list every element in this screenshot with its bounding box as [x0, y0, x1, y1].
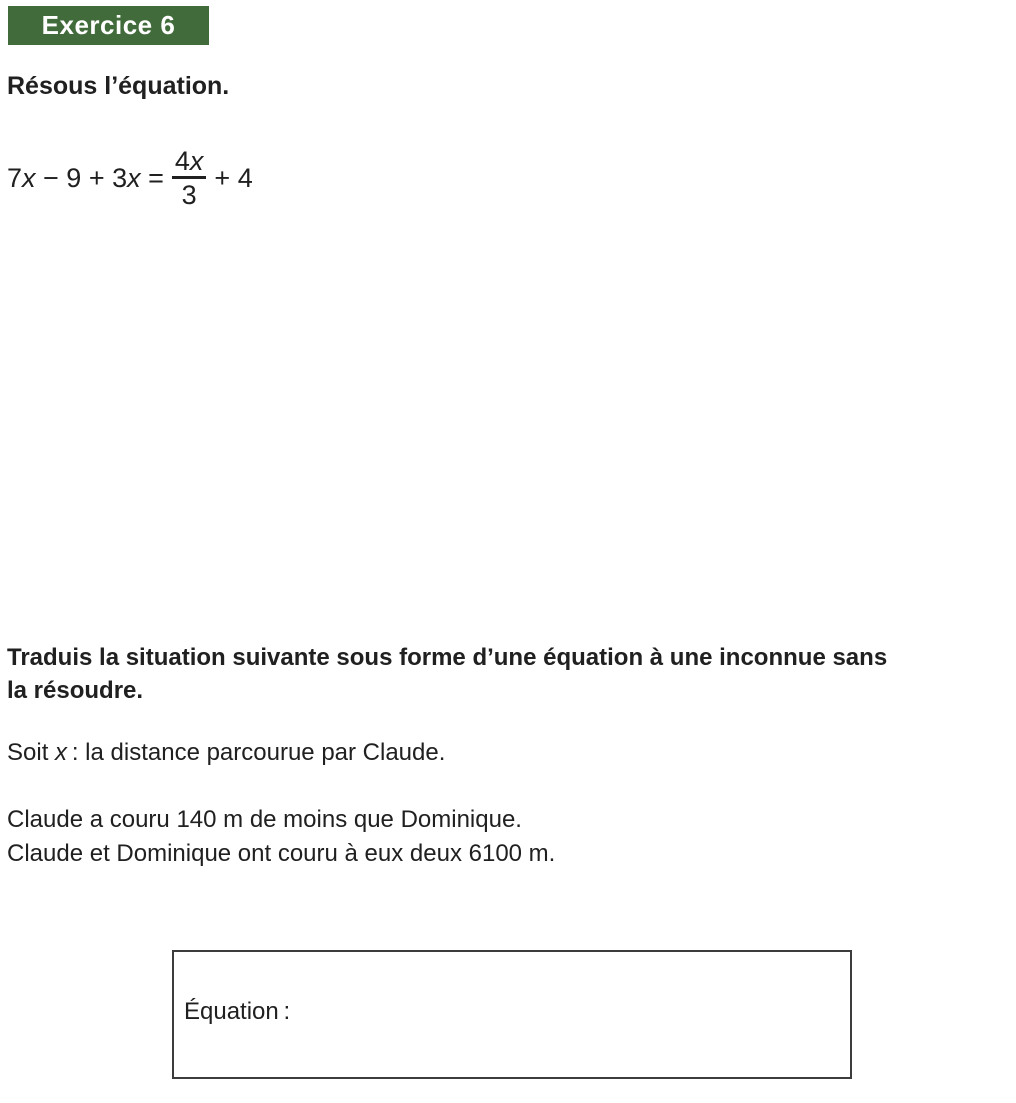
task-instruction-line: la résoudre. [7, 677, 144, 704]
fact-line: Claude et Dominique ont couru à eux deux 6100 m. [7, 840, 556, 867]
equation [7, 147, 253, 209]
instruction-heading: Résous l’équation. [7, 72, 230, 100]
equation-variable: x [22, 162, 36, 193]
equals-sign: = [140, 162, 164, 193]
fraction [172, 147, 207, 209]
problem-statement [7, 803, 555, 871]
equation-terms: − 9 + 3 [35, 162, 128, 193]
variable-definition [7, 738, 445, 768]
variable-definition-prefix: Soit [7, 739, 56, 766]
equation-answer-box[interactable] [172, 950, 852, 1079]
fraction-bar [172, 176, 207, 179]
equation-rhs-term: + 4 [214, 162, 253, 193]
equation-variable: x [127, 162, 141, 193]
equation-answer-label: Équation : [184, 998, 291, 1025]
fact-line: Claude a couru 140 m de moins que Dominique. [7, 806, 522, 833]
fraction-denominator: 3 [181, 179, 197, 210]
variable-definition-suffix: : la distance parcourue par Claude. [67, 739, 446, 766]
numerator-variable: x [189, 146, 204, 176]
equation-coefficient: 7 [7, 162, 23, 193]
fraction-numerator [172, 147, 207, 175]
task-instruction [7, 641, 887, 707]
numerator-coefficient: 4 [174, 146, 190, 176]
variable-symbol: x [55, 739, 68, 766]
task-instruction-line: Traduis la situation suivante sous forme d’une équation à une inconnue sans [7, 644, 888, 671]
exercise-badge: Exercice 6 [8, 6, 209, 45]
